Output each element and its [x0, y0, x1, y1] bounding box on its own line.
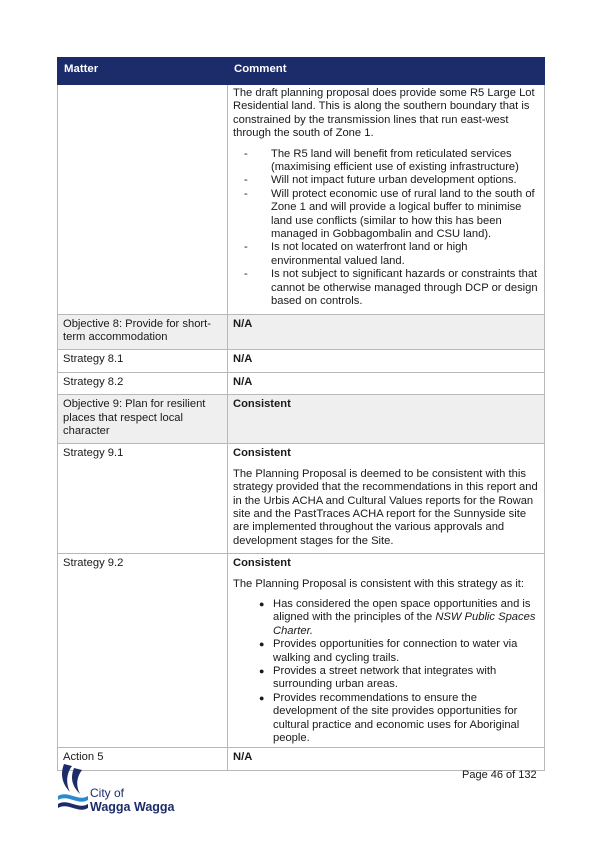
comment-cell: N/A [228, 350, 545, 372]
table-row [58, 444, 545, 554]
list-item: ● Provides a street network that integrates with surrounding urban areas. [259, 665, 497, 691]
list-item: - The R5 land will benefit from reticulated services (maximising efficient use of existing infrastructure) [244, 147, 519, 174]
logo-text-city-of: City of [90, 786, 125, 800]
table-row [58, 85, 545, 315]
table-row [58, 372, 545, 394]
dash-list [239, 148, 539, 309]
list-item: ● Provides opportunities for connection to water via walking and cycling trails. [259, 638, 518, 664]
matter-cell [58, 85, 228, 315]
planning-assessment-table [57, 57, 545, 771]
comment-cell [228, 85, 545, 315]
bullet-list [237, 598, 539, 745]
matter-cell: Objective 8: Provide for short-term accommodation [58, 314, 228, 350]
comment-cell [228, 444, 545, 554]
comment-heading: Consistent [233, 447, 291, 460]
list-item: - Will not impact future urban development options. [244, 174, 517, 187]
comment-cell: N/A [228, 748, 545, 770]
matter-cell: Objective 9: Plan for resilient places that respect local character [58, 395, 228, 444]
table-row [58, 350, 545, 372]
table-header-row [58, 58, 545, 85]
comment-cell: N/A [228, 372, 545, 394]
list-item: ● Has considered the open space opportunities and is aligned with the principles of the NSW Public Spaces Charter. [259, 598, 536, 637]
comment-cell: N/A [228, 314, 545, 350]
comment-paragraph: The Planning Proposal is consistent with this strategy as it: [233, 577, 525, 590]
matter-cell: Action 5 [58, 748, 228, 770]
list-item: - Is not subject to significant hazards or constraints that cannot be otherwise managed through DCP or design based on controls. [244, 268, 538, 308]
list-item: - Will protect economic use of rural land to the south of Zone 1 and will provide a logical buffer to minimise land use conflicts (similar to how this has been managed in Gobbagombalin and CSU land). [244, 187, 535, 241]
charter-title: NSW Public Spaces Charter. [273, 611, 536, 637]
comment-cell: Consistent [228, 395, 545, 444]
matter-cell: Strategy 8.1 [58, 350, 228, 372]
header-matter: Matter [58, 58, 228, 85]
comment-heading: Consistent [233, 557, 291, 570]
page-number: Page 46 of 132 [462, 769, 537, 781]
header-comment: Comment [228, 58, 545, 85]
comment-paragraph: The draft planning proposal does provide some R5 Large Lot Residential land. This is along the southern boundary that is constrained by the transmission lines that run east-west through the south of Zone 1. [233, 87, 535, 140]
matter-cell: Strategy 8.2 [58, 372, 228, 394]
table-row [58, 314, 545, 350]
matter-cell: Strategy 9.2 [58, 554, 228, 748]
comment-paragraph: The Planning Proposal is deemed to be consistent with this strategy provided that the recommendations in this report and in the Urbis ACHA and Cultural Values reports for the Rowan site and the PastTraces ACHA report for the Sunnyside site are implemented throughout the various approvals and development stages for the Site. [233, 467, 538, 547]
table-row [58, 554, 545, 748]
table-row [58, 395, 545, 444]
list-item: - Is not located on waterfront land or high environmental valued land. [244, 241, 468, 267]
list-item: ● Provides recommendations to ensure the development of the site provides opportunities for cultural practice and economic uses for Aboriginal people. [259, 691, 520, 745]
logo-text-wagga-wagga: Wagga Wagga [90, 800, 175, 814]
matter-cell: Strategy 9.1 [58, 444, 228, 554]
comment-cell [228, 554, 545, 748]
